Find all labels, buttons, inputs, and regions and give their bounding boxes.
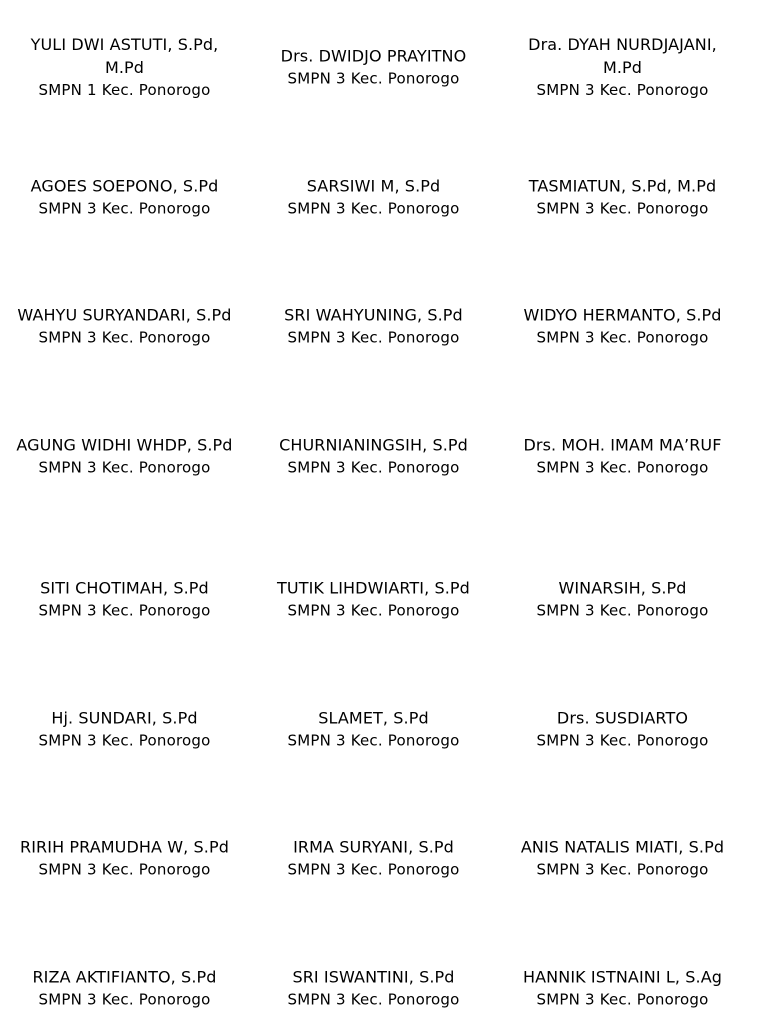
school-name: SMPN 3 Kec. Ponorogo [536,458,709,477]
school-name: SMPN 3 Kec. Ponorogo [287,601,460,620]
name-label [0,966,249,1011]
person-name: SLAMET, S.Pd [318,708,429,728]
name-label [249,966,498,1011]
name-label [0,836,249,881]
person-name: Drs. SUSDIARTO [556,708,689,728]
school-name: SMPN 3 Kec. Ponorogo [536,731,709,750]
name-label [249,304,498,349]
name-label [498,33,747,101]
person-name: WIDYO HERMANTO, S.Pd [523,305,722,325]
person-name: ANIS NATALIS MIATI, S.Pd [520,837,725,857]
person-name: SARSIWI M, S.Pd [306,176,441,196]
school-name: SMPN 3 Kec. Ponorogo [536,81,709,99]
person-name: HANNIK ISTNAINI L, S.Ag [523,967,722,987]
school-name: SMPN 3 Kec. Ponorogo [287,990,460,1009]
school-name: SMPN 3 Kec. Ponorogo [536,328,709,347]
name-label [498,304,747,349]
person-name: IRMA SURYANI, S.Pd [293,837,454,857]
school-name: SMPN 3 Kec. Ponorogo [38,860,211,879]
name-label [0,707,249,752]
school-name: SMPN 1 Kec. Ponorogo [38,81,211,99]
name-label [0,577,249,622]
school-name: SMPN 3 Kec. Ponorogo [38,990,211,1009]
person-name: YULI DWI ASTUTI, S.Pd, M.Pd [30,35,219,77]
school-name: SMPN 3 Kec. Ponorogo [38,601,211,620]
person-name: TASMIATUN, S.Pd, M.Pd [528,176,717,196]
person-name: SRI WAHYUNING, S.Pd [284,305,463,325]
school-name: SMPN 3 Kec. Ponorogo [287,731,460,750]
school-name: SMPN 3 Kec. Ponorogo [38,328,211,347]
school-name: SMPN 3 Kec. Ponorogo [536,860,709,879]
school-name: SMPN 3 Kec. Ponorogo [287,199,460,218]
person-name: AGUNG WIDHI WHDP, S.Pd [16,435,233,455]
name-label [249,175,498,220]
person-name: Drs. DWIDJO PRAYITNO [280,46,467,66]
name-label [0,33,249,101]
person-name: TUTIK LIHDWIARTI, S.Pd [277,578,470,598]
person-name: RIZA AKTIFIANTO, S.Pd [32,967,217,987]
name-label [498,175,747,220]
school-name: SMPN 3 Kec. Ponorogo [287,328,460,347]
person-name: Hj. SUNDARI, S.Pd [51,708,198,728]
school-name: SMPN 3 Kec. Ponorogo [38,458,211,477]
person-name: WINARSIH, S.Pd [558,578,687,598]
person-name: WAHYU SURYANDARI, S.Pd [17,305,232,325]
school-name: SMPN 3 Kec. Ponorogo [287,860,460,879]
name-label [498,707,747,752]
name-label [249,434,498,479]
school-name: SMPN 3 Kec. Ponorogo [287,458,460,477]
name-label [0,175,249,220]
person-name: CHURNIANINGSIH, S.Pd [279,435,468,455]
person-name: Drs. MOH. IMAM MA’RUF [523,435,722,455]
person-name: AGOES SOEPONO, S.Pd [30,176,219,196]
school-name: SMPN 3 Kec. Ponorogo [536,601,709,620]
name-label [249,45,498,90]
school-name: SMPN 3 Kec. Ponorogo [38,731,211,750]
name-label [249,836,498,881]
name-label [249,707,498,752]
name-label [0,304,249,349]
name-label [0,434,249,479]
name-label [498,577,747,622]
person-name: SITI CHOTIMAH, S.Pd [40,578,209,598]
person-name: SRI ISWANTINI, S.Pd [292,967,455,987]
name-label [249,577,498,622]
school-name: SMPN 3 Kec. Ponorogo [287,69,460,88]
name-label [498,434,747,479]
person-name: Dra. DYAH NURDJAJANI, M.Pd [528,35,717,77]
name-label [498,836,747,881]
school-name: SMPN 3 Kec. Ponorogo [38,199,211,218]
school-name: SMPN 3 Kec. Ponorogo [536,990,709,1009]
name-label [498,966,747,1011]
school-name: SMPN 3 Kec. Ponorogo [536,199,709,218]
person-name: RIRIH PRAMUDHA W, S.Pd [20,837,229,857]
